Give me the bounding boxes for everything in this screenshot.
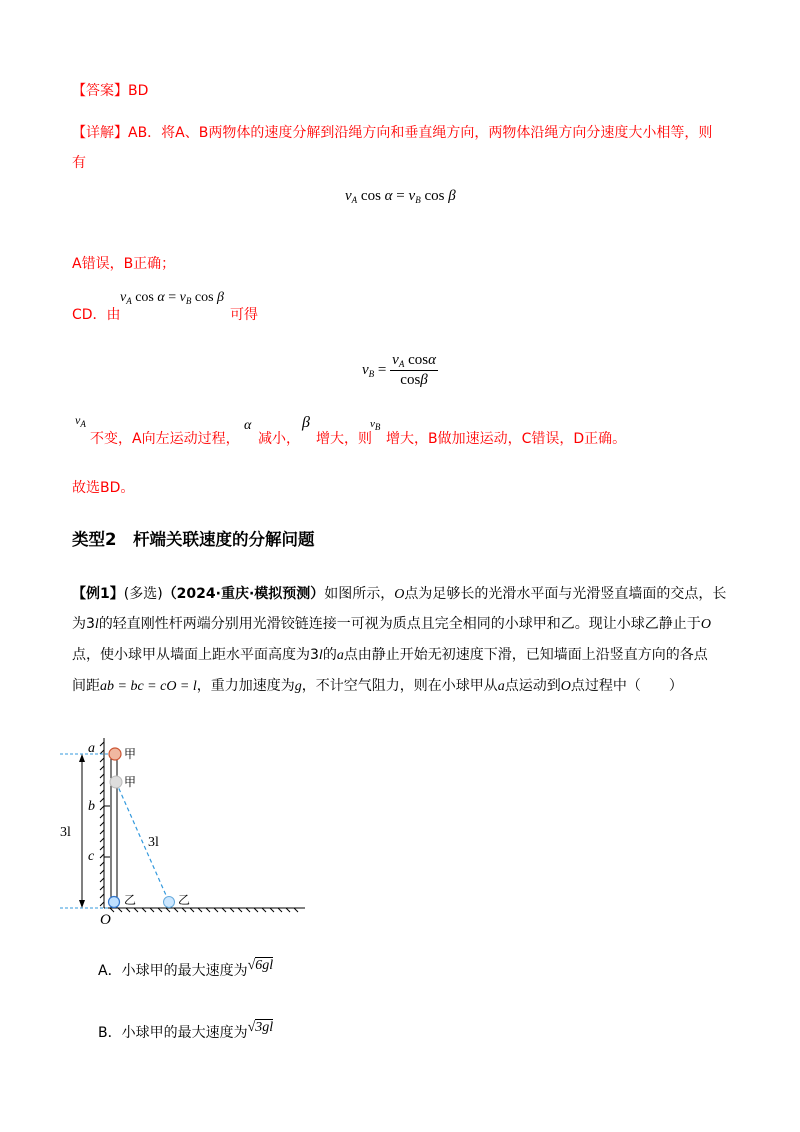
ground-hatch — [104, 908, 305, 912]
label-yi-left: 乙 — [124, 893, 137, 907]
label-a: a — [88, 741, 95, 756]
symbol-vA: $v_A$ — [75, 413, 86, 429]
question-line-3: 点，使小球甲从墙面上距水平面高度为3l的a点由静止开始无初速度下滑，已知墙面上沿竖直方向的各点 — [72, 647, 708, 663]
label-3l-rod: 3l — [148, 835, 159, 850]
ball-jia-mid — [110, 776, 122, 788]
symbol-vB: $v_B$ — [370, 418, 381, 432]
answer-label: 【答案】 — [72, 83, 128, 99]
detail-line-1 — [72, 122, 712, 142]
detail-text-1: AB．将A、B两物体的速度分解到沿绳方向和垂直绳方向，两物体沿绳方向分速度大小相等，则 — [128, 125, 713, 141]
example-label: 【例1】 — [72, 586, 124, 602]
equation-fraction: $v_B$ = $\frac{v_A \cos\alpha}{\cos\beta}$ — [362, 352, 436, 388]
question-line-2: 为3l的轻直刚性杆两端分别用光滑铰链连接一可视为质点且完全相同的小球甲和乙。现让小球乙静止于O — [72, 616, 711, 632]
detail-choose: 故选BD。 — [72, 480, 135, 496]
label-3l-left: 3l — [60, 825, 71, 840]
option-a[interactable]: A．小球甲的最大速度为√6gl — [98, 958, 274, 979]
label-jia-top: 甲 — [124, 747, 137, 761]
detail-label: 【详解】 — [72, 125, 128, 141]
detail-line-2: 有 — [72, 155, 86, 171]
detail-final-a: 减小， — [258, 431, 300, 447]
equation-inline: $v_A$ $\cos \alpha = v_B$ cos β — [120, 290, 225, 306]
label-O: O — [100, 912, 111, 928]
symbol-alpha: α — [244, 418, 252, 433]
question-line-4: 间距ab = bc = cO = l，重力加速度为g，不计空气阻力，则在小球甲从a点运动到O点过程中（ ） — [72, 678, 683, 694]
detail-final-b: 增大，则 — [316, 431, 372, 447]
label-yi-right: 乙 — [178, 893, 191, 907]
question-line-1: 【例1】(多选)（2024·重庆·模拟预测）如图所示，O点为足够长的光滑水平面与光滑竖直墙面的交点，长 — [72, 586, 727, 602]
answer-value: BD — [128, 83, 149, 99]
detail-cd-prefix: CD．由 — [72, 307, 121, 323]
wall-hatch — [100, 738, 104, 908]
option-b[interactable]: B．小球甲的最大速度为√3gl — [98, 1020, 274, 1041]
ball-yi-left — [109, 897, 120, 908]
label-jia-mid: 甲 — [124, 775, 137, 789]
detail-final-1: 不变，A向左运动过程， — [90, 431, 240, 447]
symbol-beta: β — [302, 414, 310, 431]
equation-velocity: $v_A$ $\cos \alpha = v_B$ cos β — [345, 188, 456, 205]
answer-line — [72, 80, 148, 100]
label-c: c — [88, 849, 95, 864]
physics-figure — [60, 730, 320, 930]
detail-cd-suffix: 可得 — [230, 307, 258, 323]
detail-final-c: 增大，B做加速运动，C错误，D正确。 — [386, 431, 627, 447]
ball-yi-right — [164, 897, 175, 908]
detail-ab-conclusion: A错误，B正确； — [72, 256, 176, 272]
ball-jia-top — [109, 748, 121, 760]
section-heading: 类型2 杆端关联速度的分解问题 — [72, 530, 315, 549]
label-b: b — [88, 799, 95, 814]
